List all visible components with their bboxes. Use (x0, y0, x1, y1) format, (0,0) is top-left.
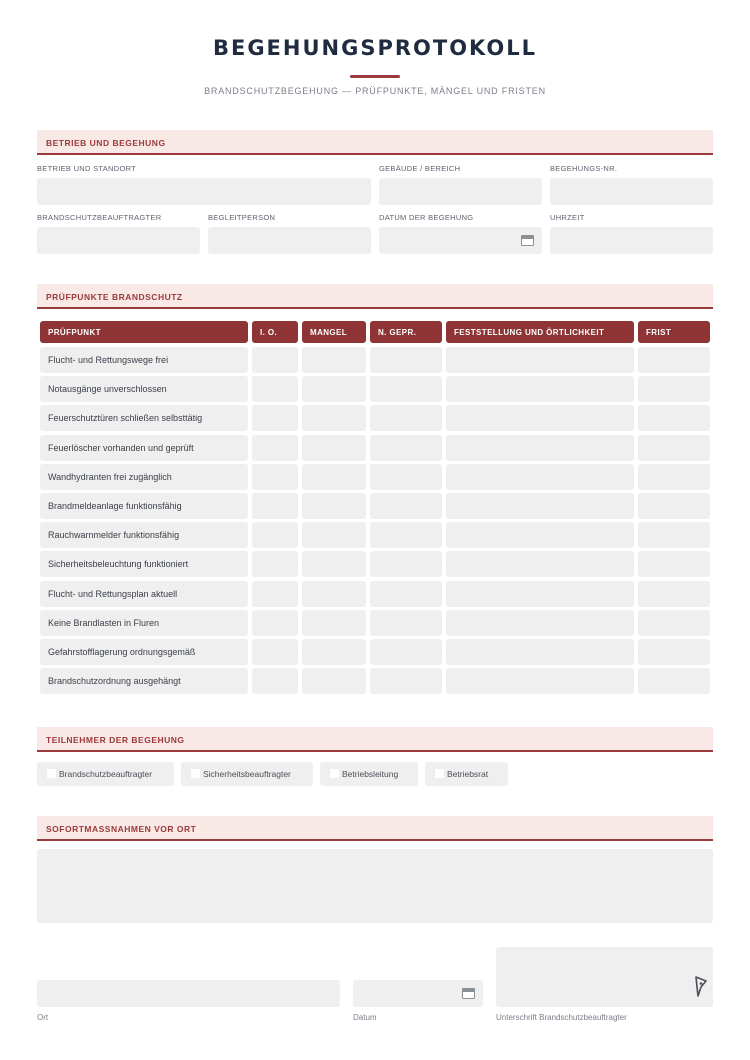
label-begehungs-nr: BEGEHUNGS-NR. (550, 164, 618, 173)
section-betrieb-header: BETRIEB UND BEGEHUNG (37, 130, 713, 155)
table-row (40, 668, 710, 694)
table-row (40, 581, 710, 607)
cell-pruefpunkt: Sicherheitsbeleuchtung funktioniert (40, 551, 248, 577)
cell-pruefpunkt: Feuerschutztüren schließen selbsttätig (40, 405, 248, 431)
checkbox-label: Betriebsrat (447, 769, 489, 779)
document-title: BEGEHUNGSPROTOKOLL (212, 36, 538, 60)
checkbox-box[interactable] (330, 769, 339, 778)
cell-mangel[interactable] (302, 668, 366, 694)
label-betrieb: BETRIEB UND STANDORT (37, 164, 137, 173)
cell-n-gepr[interactable] (370, 551, 442, 577)
table-row (40, 405, 710, 431)
cell-pruefpunkt: Keine Brandlasten in Fluren (40, 610, 248, 636)
cell-n-gepr[interactable] (370, 493, 442, 519)
label-footer-datum: Datum (353, 1013, 377, 1022)
cell-mangel[interactable] (302, 435, 366, 461)
cell-n-gepr[interactable] (370, 464, 442, 490)
cell-n-gepr[interactable] (370, 581, 442, 607)
cell-feststellung[interactable] (446, 405, 634, 431)
calendar-icon[interactable] (521, 235, 534, 246)
cell-frist[interactable] (638, 405, 710, 431)
cell-feststellung[interactable] (446, 347, 634, 373)
cell-frist[interactable] (638, 522, 710, 548)
cell-io[interactable] (252, 581, 298, 607)
cell-feststellung[interactable] (446, 435, 634, 461)
cell-frist[interactable] (638, 668, 710, 694)
column-header-n-gepr: N. GEPR. (370, 321, 442, 343)
cell-io[interactable] (252, 347, 298, 373)
ort-field[interactable] (37, 980, 340, 1007)
checkbox-sicherheitsbeauftragter[interactable] (181, 762, 313, 786)
table-row (40, 493, 710, 519)
label-datum: DATUM DER BEGEHUNG (379, 213, 474, 222)
cell-io[interactable] (252, 522, 298, 548)
checkbox-label: Sicherheitsbeauftragter (203, 769, 291, 779)
begleitperson-field[interactable] (208, 227, 371, 254)
cell-pruefpunkt: Feuerlöscher vorhanden und geprüft (40, 435, 248, 461)
signature-field[interactable] (496, 947, 713, 1007)
cell-io[interactable] (252, 551, 298, 577)
sofortmassnahmen-textarea[interactable] (37, 849, 713, 923)
cell-mangel[interactable] (302, 639, 366, 665)
cell-mangel[interactable] (302, 464, 366, 490)
cell-frist[interactable] (638, 610, 710, 636)
cell-io[interactable] (252, 668, 298, 694)
cell-io[interactable] (252, 435, 298, 461)
label-gebaeude: GEBÄUDE / BEREICH (379, 164, 461, 173)
cell-mangel[interactable] (302, 551, 366, 577)
checkbox-box[interactable] (47, 769, 56, 778)
table-row (40, 639, 710, 665)
column-header-feststellung: FESTSTELLUNG UND ÖRTLICHKEIT (446, 321, 634, 343)
table-row (40, 435, 710, 461)
cell-n-gepr[interactable] (370, 405, 442, 431)
cell-frist[interactable] (638, 347, 710, 373)
cell-mangel[interactable] (302, 493, 366, 519)
cell-feststellung[interactable] (446, 581, 634, 607)
betrieb-field[interactable] (37, 178, 371, 205)
cell-pruefpunkt: Flucht- und Rettungswege frei (40, 347, 248, 373)
gebaeude-field[interactable] (379, 178, 542, 205)
document-subtitle: BRANDSCHUTZBEGEHUNG — PRÜFPUNKTE, MÄNGEL UND FRISTEN (204, 86, 546, 96)
cell-feststellung[interactable] (446, 522, 634, 548)
cell-frist[interactable] (638, 493, 710, 519)
calendar-icon[interactable] (462, 988, 475, 999)
cell-io[interactable] (252, 610, 298, 636)
cell-frist[interactable] (638, 435, 710, 461)
cell-io[interactable] (252, 405, 298, 431)
table-row (40, 347, 710, 373)
cell-feststellung[interactable] (446, 639, 634, 665)
cell-frist[interactable] (638, 639, 710, 665)
cell-n-gepr[interactable] (370, 522, 442, 548)
cell-pruefpunkt: Notausgänge unverschlossen (40, 376, 248, 402)
cell-feststellung[interactable] (446, 376, 634, 402)
label-beauftragter: BRANDSCHUTZBEAUFTRAGTER (37, 213, 162, 222)
table-row (40, 376, 710, 402)
checkbox-brandschutzbeauftragter[interactable] (37, 762, 174, 786)
cell-io[interactable] (252, 376, 298, 402)
cell-mangel[interactable] (302, 610, 366, 636)
footer-datum-field[interactable] (353, 980, 483, 1007)
cell-pruefpunkt: Rauchwarnmelder funktionsfähig (40, 522, 248, 548)
cell-feststellung[interactable] (446, 493, 634, 519)
cell-mangel[interactable] (302, 347, 366, 373)
column-header-mangel: MANGEL (302, 321, 366, 343)
cell-n-gepr[interactable] (370, 668, 442, 694)
beauftragter-field[interactable] (37, 227, 200, 254)
cell-feststellung[interactable] (446, 668, 634, 694)
cell-pruefpunkt: Flucht- und Rettungsplan aktuell (40, 581, 248, 607)
cell-frist[interactable] (638, 551, 710, 577)
cell-pruefpunkt: Brandmeldeanlage funktionsfähig (40, 493, 248, 519)
cell-feststellung[interactable] (446, 551, 634, 577)
uhrzeit-field[interactable] (550, 227, 713, 254)
section-teilnehmer-header: TEILNEHMER DER BEGEHUNG (37, 727, 713, 752)
title-underline (350, 75, 400, 78)
section-pruefpunkte-header: PRÜFPUNKTE BRANDSCHUTZ (37, 284, 713, 309)
cell-feststellung[interactable] (446, 610, 634, 636)
cell-frist[interactable] (638, 376, 710, 402)
checkbox-box[interactable] (191, 769, 200, 778)
label-uhrzeit: UHRZEIT (550, 213, 585, 222)
cell-frist[interactable] (638, 464, 710, 490)
section-sofortmassnahmen-header: SOFORTMASSNAHMEN VOR ORT (37, 816, 713, 841)
column-header-pruefpunkt: PRÜFPUNKT (40, 321, 248, 343)
pen-nib-icon (693, 975, 709, 999)
table-row (40, 551, 710, 577)
cell-io[interactable] (252, 639, 298, 665)
cell-n-gepr[interactable] (370, 347, 442, 373)
table-row (40, 522, 710, 548)
cell-pruefpunkt: Wandhydranten frei zugänglich (40, 464, 248, 490)
cell-n-gepr[interactable] (370, 610, 442, 636)
label-ort: Ort (37, 1013, 49, 1022)
cell-io[interactable] (252, 493, 298, 519)
table-row (40, 464, 710, 490)
cell-mangel[interactable] (302, 581, 366, 607)
checkbox-box[interactable] (435, 769, 444, 778)
cell-pruefpunkt: Brandschutzordnung ausgehängt (40, 668, 248, 694)
cell-mangel[interactable] (302, 405, 366, 431)
begehungs-nr-field[interactable] (550, 178, 713, 205)
column-header-frist: FRIST (638, 321, 710, 343)
checkbox-label: Betriebsleitung (342, 769, 399, 779)
cell-pruefpunkt: Gefahrstofflagerung ordnungsgemäß (40, 639, 248, 665)
cell-mangel[interactable] (302, 376, 366, 402)
cell-io[interactable] (252, 464, 298, 490)
cell-n-gepr[interactable] (370, 376, 442, 402)
datum-field[interactable] (379, 227, 542, 254)
checkbox-betriebsleitung[interactable] (320, 762, 418, 786)
label-begleitperson: BEGLEITPERSON (208, 213, 276, 222)
cell-feststellung[interactable] (446, 464, 634, 490)
cell-frist[interactable] (638, 581, 710, 607)
cell-n-gepr[interactable] (370, 639, 442, 665)
checkbox-label: Brandschutzbeauftragter (59, 769, 153, 779)
checkbox-betriebsrat[interactable] (425, 762, 508, 786)
cell-mangel[interactable] (302, 522, 366, 548)
label-unterschrift: Unterschrift Brandschutzbeauftragter (496, 1013, 627, 1022)
table-row (40, 610, 710, 636)
column-header-io: I. O. (252, 321, 298, 343)
cell-n-gepr[interactable] (370, 435, 442, 461)
